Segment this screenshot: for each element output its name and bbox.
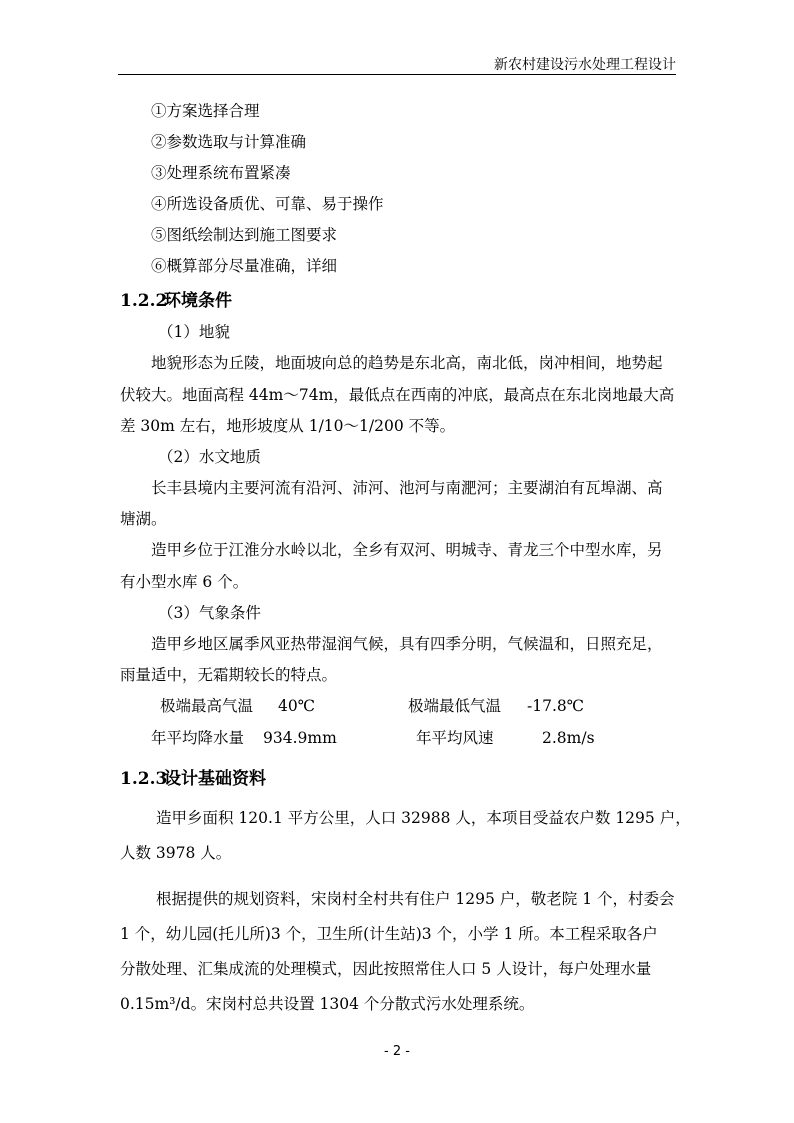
- page-number: - 2 -: [384, 1044, 410, 1059]
- running-header-title: 新农村建设污水处理工程设计: [494, 57, 676, 73]
- max-temp-value: 40℃: [278, 697, 316, 715]
- climate-line: 造甲乡地区属季风亚热带湿润气候，具有四季分明，气候温和，日照充足，: [151, 634, 663, 653]
- section-title: 环境条件: [164, 291, 232, 311]
- min-temp-label: 极端最低气温: [408, 697, 502, 715]
- subheading-hydrogeology: （2）水文地质: [158, 447, 261, 466]
- climate-stats-row-temperature: [120, 691, 676, 723]
- section-number: 1.2.3: [120, 769, 168, 789]
- page-body: [120, 96, 691, 1022]
- header-rule: [118, 74, 676, 75]
- subheading-climate: （3）气象条件: [158, 603, 261, 622]
- rainfall-label: 年平均降水量: [151, 729, 245, 747]
- design-basis-line: 造甲乡面积 120.1 平方公里，人口 32988 人，本项目受益农户数 1295 户，: [156, 809, 691, 827]
- requirement-item: ⑤图纸绘制达到施工图要求: [151, 226, 338, 244]
- requirement-item: ②参数选取与计算准确: [151, 133, 307, 151]
- design-basis-line: 1 个，幼儿园(托儿所)3 个，卫生所(计生站)3 个，小学 1 所。本工程采取各户: [120, 925, 658, 943]
- section-heading-design-basis: [120, 763, 676, 795]
- hydro-line: 长丰县境内主要河流有沿河、沛河、池河与南淝河；主要湖泊有瓦埠湖、高: [151, 478, 663, 497]
- wind-value: 2.8m/s: [542, 729, 595, 747]
- section-number: 1.2.2: [120, 291, 168, 311]
- section-title: 设计基础资料: [164, 769, 266, 789]
- requirement-item: ①方案选择合理: [151, 102, 260, 120]
- hydro-line: 造甲乡位于江淮分水岭以北，全乡有双河、明城寺、青龙三个中型水库，另: [151, 541, 663, 559]
- design-basis-line: 根据提供的规划资料，宋岗村全村共有住户 1295 户，敬老院 1 个，村委会: [156, 890, 675, 908]
- max-temp-label: 极端最高气温: [160, 697, 254, 715]
- landform-line: 地貌形态为丘陵，地面坡向总的趋势是东北高，南北低，岗冲相间，地势起: [151, 354, 663, 372]
- climate-line: 雨量适中，无霜期较长的特点。: [120, 666, 338, 684]
- requirement-item: ④所选设备质优、可靠、易于操作: [151, 195, 384, 213]
- subheading-landform: （1）地貌: [158, 323, 230, 341]
- section-heading-environment: [120, 285, 676, 317]
- min-temp-value: -17.8℃: [527, 697, 585, 715]
- design-basis-line: 人数 3978 人。: [120, 844, 232, 862]
- design-basis-line: 分散处理、汇集成流的处理模式，因此按照常住人口 5 人设计，每户处理水量: [120, 960, 652, 978]
- requirement-item: ⑥概算部分尽量准确，详细: [151, 257, 338, 275]
- design-basis-line: 0.15m³/d。宋岗村总共设置 1304 个分散式污水处理系统。: [120, 995, 535, 1013]
- wind-label: 年平均风速: [416, 729, 494, 747]
- requirements-list: [120, 96, 676, 282]
- hydro-line: 塘湖。: [120, 510, 167, 528]
- hydro-line: 有小型水库 6 个。: [120, 572, 249, 591]
- requirement-item: ③处理系统布置紧凑: [151, 164, 291, 182]
- landform-line: 差 30m 左右，地形坡度从 1/10～1/200 不等。: [120, 416, 456, 435]
- rainfall-value: 934.9mm: [263, 729, 337, 747]
- landform-line: 伏较大。地面高程 44m～74m，最低点在西南的冲底，最高点在东北岗地最大高: [120, 385, 675, 404]
- climate-stats-row-rain-wind: [120, 723, 676, 755]
